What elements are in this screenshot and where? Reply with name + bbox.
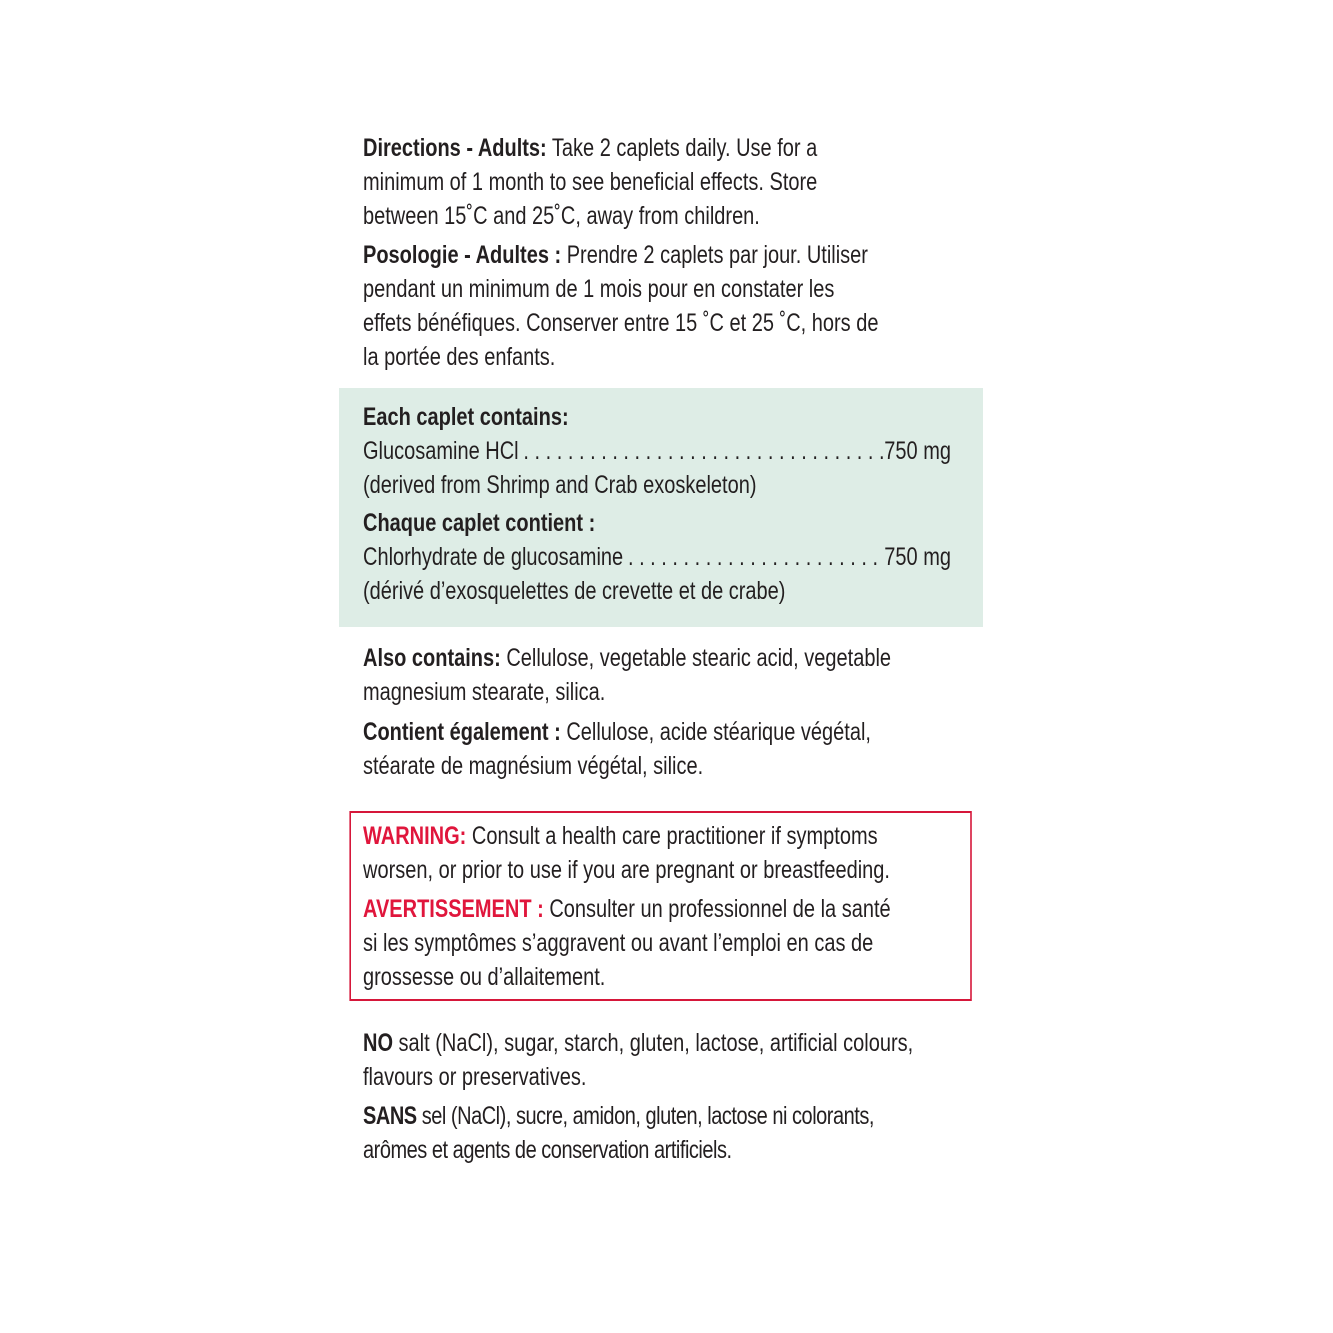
text-line: Cellulose, acide stéarique végétal, (560, 718, 871, 746)
warning-label: WARNING: (363, 822, 467, 850)
text-line: magnesium stearate, silica. (363, 678, 606, 706)
ingredient-name: Chlorhydrate de glucosamine (363, 543, 624, 571)
ingredient-amount: 750 mg (884, 543, 951, 571)
text-line: between 15˚C and 25˚C, away from children. (363, 202, 760, 230)
text-line: Consulter un professionnel de la santé (543, 895, 891, 923)
dot-leader (623, 540, 884, 574)
directions-en (363, 131, 971, 233)
text-line: minimum of 1 month to see beneficial effects. Store (363, 168, 818, 196)
contient (363, 715, 971, 783)
free-from-fr (363, 1099, 971, 1167)
text-line: la portée des enfants. (363, 343, 556, 371)
text-line: arômes et agents de conservation artificiels. (363, 1136, 732, 1164)
avertissement-label: AVERTISSEMENT : (363, 895, 544, 923)
warning-en (363, 819, 971, 887)
directions-fr (363, 238, 971, 374)
ingredient-source: (derived from Shrimp and Crab exoskeleton) (363, 471, 757, 499)
dot-leader (519, 434, 885, 468)
ingredient-row (363, 434, 951, 468)
also-contains-label: Also contains: (363, 644, 501, 672)
ingredient-name: Glucosamine HCl (363, 437, 519, 465)
sans-label: SANS (363, 1102, 417, 1130)
text-line: stéarate de magnésium végétal, silice. (363, 752, 704, 780)
ingredient-amount: 750 mg (884, 437, 951, 465)
text-line: effets bénéfiques. Conserver entre 15 ˚C et 25 ˚C, hors de (363, 309, 879, 337)
also-contains (363, 641, 971, 709)
ingredient-source: (dérivé d’exosquelettes de crevette et de crabe) (363, 577, 786, 605)
text-line: Consult a health care practitioner if symptoms (466, 822, 878, 850)
posologie-label: Posologie - Adultes : (363, 241, 562, 269)
text-line: salt (NaCl), sugar, starch, gluten, lactose, artificial colours, (393, 1029, 914, 1057)
directions-label: Directions - Adults: (363, 134, 547, 162)
text-line: worsen, or prior to use if you are pregnant or breastfeeding. (363, 856, 890, 884)
text-line: si les symptômes s’aggravent ou avant l’emploi en cas de (363, 929, 874, 957)
text-line: flavours or preservatives. (363, 1063, 587, 1091)
ingredients-heading-fr: Chaque caplet contient : (363, 509, 596, 537)
text-line: sel (NaCl), sucre, amidon, gluten, lactose ni colorants, (416, 1102, 874, 1130)
text-line: Cellulose, vegetable stearic acid, vegetable (500, 644, 892, 672)
text-line: Take 2 caplets daily. Use for a (546, 134, 818, 162)
label-panel (363, 0, 971, 1333)
ingredients-heading-en: Each caplet contains: (363, 403, 569, 431)
text-line: grossesse ou d’allaitement. (363, 963, 606, 991)
contient-label: Contient également : (363, 718, 561, 746)
no-label: NO (363, 1029, 393, 1057)
warning-fr (363, 892, 971, 994)
ingredients (363, 400, 971, 608)
free-from-en (363, 1026, 971, 1094)
text-line: Prendre 2 caplets par jour. Utiliser (561, 241, 868, 269)
ingredient-row (363, 540, 951, 574)
text-line: pendant un minimum de 1 mois pour en constater les (363, 275, 835, 303)
